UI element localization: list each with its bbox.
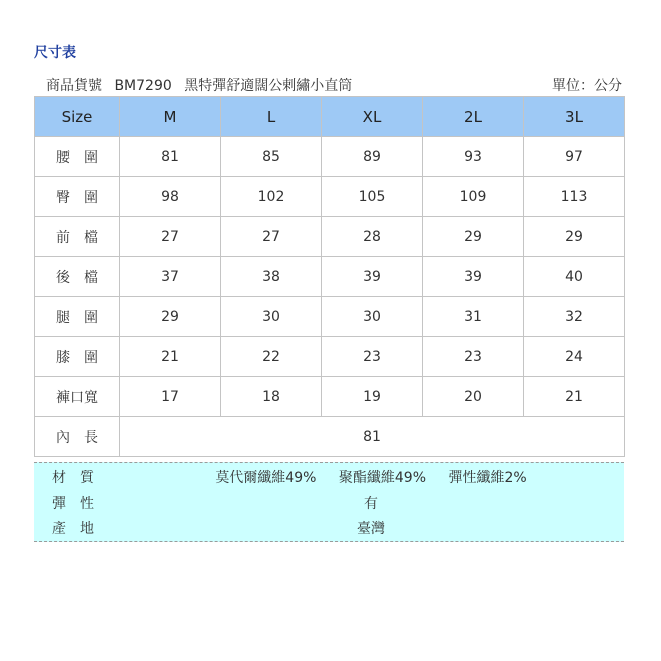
row-label: 內 長 bbox=[35, 417, 120, 457]
inseam-value: 81 bbox=[120, 417, 625, 457]
cell: 38 bbox=[221, 257, 322, 297]
cell: 81 bbox=[120, 137, 221, 177]
product-label: 商品貨號 bbox=[46, 78, 102, 94]
cell: 23 bbox=[423, 337, 524, 377]
header-m: M bbox=[120, 97, 221, 137]
page-title: 尺寸表 bbox=[34, 45, 76, 61]
cell: 24 bbox=[524, 337, 625, 377]
table-row bbox=[35, 297, 625, 337]
cell: 37 bbox=[120, 257, 221, 297]
cell: 21 bbox=[120, 337, 221, 377]
fabric-label: 材 質 bbox=[52, 470, 94, 486]
cell: 27 bbox=[221, 217, 322, 257]
fabric-part: 莫代爾纖維49% bbox=[215, 470, 317, 486]
table-row bbox=[35, 217, 625, 257]
cell: 93 bbox=[423, 137, 524, 177]
fabric-row bbox=[34, 464, 624, 488]
cell: 21 bbox=[524, 377, 625, 417]
row-label: 膝 圍 bbox=[35, 337, 120, 377]
cell: 29 bbox=[120, 297, 221, 337]
cell: 30 bbox=[322, 297, 423, 337]
cell: 19 bbox=[322, 377, 423, 417]
cell: 39 bbox=[322, 257, 423, 297]
table-row bbox=[35, 377, 625, 417]
cell: 18 bbox=[221, 377, 322, 417]
row-label: 腿 圍 bbox=[35, 297, 120, 337]
header-size: Size bbox=[35, 97, 120, 137]
cell: 20 bbox=[423, 377, 524, 417]
cell: 105 bbox=[322, 177, 423, 217]
origin-label: 產 地 bbox=[52, 521, 94, 537]
material-section bbox=[34, 462, 624, 542]
stretch-row bbox=[34, 490, 624, 514]
cell: 98 bbox=[120, 177, 221, 217]
cell: 89 bbox=[322, 137, 423, 177]
stretch-label: 彈 性 bbox=[52, 496, 94, 512]
stretch-value: 有 bbox=[364, 496, 378, 512]
origin-row bbox=[34, 515, 624, 539]
table-row-inseam bbox=[35, 417, 625, 457]
table-row bbox=[35, 337, 625, 377]
row-label: 後 檔 bbox=[35, 257, 120, 297]
row-label: 褲口寬 bbox=[35, 377, 120, 417]
cell: 29 bbox=[524, 217, 625, 257]
row-label: 前 檔 bbox=[35, 217, 120, 257]
fabric-value bbox=[118, 467, 624, 487]
cell: 109 bbox=[423, 177, 524, 217]
cell: 23 bbox=[322, 337, 423, 377]
header-3l: 3L bbox=[524, 97, 625, 137]
origin-value: 臺灣 bbox=[357, 521, 385, 537]
product-line bbox=[46, 75, 360, 95]
header-xl: XL bbox=[322, 97, 423, 137]
table-row bbox=[35, 177, 625, 217]
cell: 39 bbox=[423, 257, 524, 297]
cell: 22 bbox=[221, 337, 322, 377]
header-l: L bbox=[221, 97, 322, 137]
cell: 31 bbox=[423, 297, 524, 337]
table-row bbox=[35, 257, 625, 297]
cell: 85 bbox=[221, 137, 322, 177]
product-name: 黑特彈舒適闊公剌繡小直筒 bbox=[184, 78, 353, 94]
cell: 97 bbox=[524, 137, 625, 177]
product-code: BM7290 bbox=[114, 78, 172, 94]
header-2l: 2L bbox=[423, 97, 524, 137]
row-label: 臀 圍 bbox=[35, 177, 120, 217]
cell: 29 bbox=[423, 217, 524, 257]
header-row bbox=[35, 97, 625, 137]
cell: 40 bbox=[524, 257, 625, 297]
unit-label: 單位：公分 bbox=[552, 78, 622, 94]
cell: 28 bbox=[322, 217, 423, 257]
cell: 30 bbox=[221, 297, 322, 337]
size-table bbox=[34, 96, 625, 457]
cell: 27 bbox=[120, 217, 221, 257]
row-label: 腰 圍 bbox=[35, 137, 120, 177]
cell: 17 bbox=[120, 377, 221, 417]
fabric-part: 彈性纖維2% bbox=[448, 470, 527, 486]
cell: 32 bbox=[524, 297, 625, 337]
cell: 113 bbox=[524, 177, 625, 217]
cell: 102 bbox=[221, 177, 322, 217]
table-row bbox=[35, 137, 625, 177]
fabric-part: 聚酯纖維49% bbox=[338, 470, 427, 486]
